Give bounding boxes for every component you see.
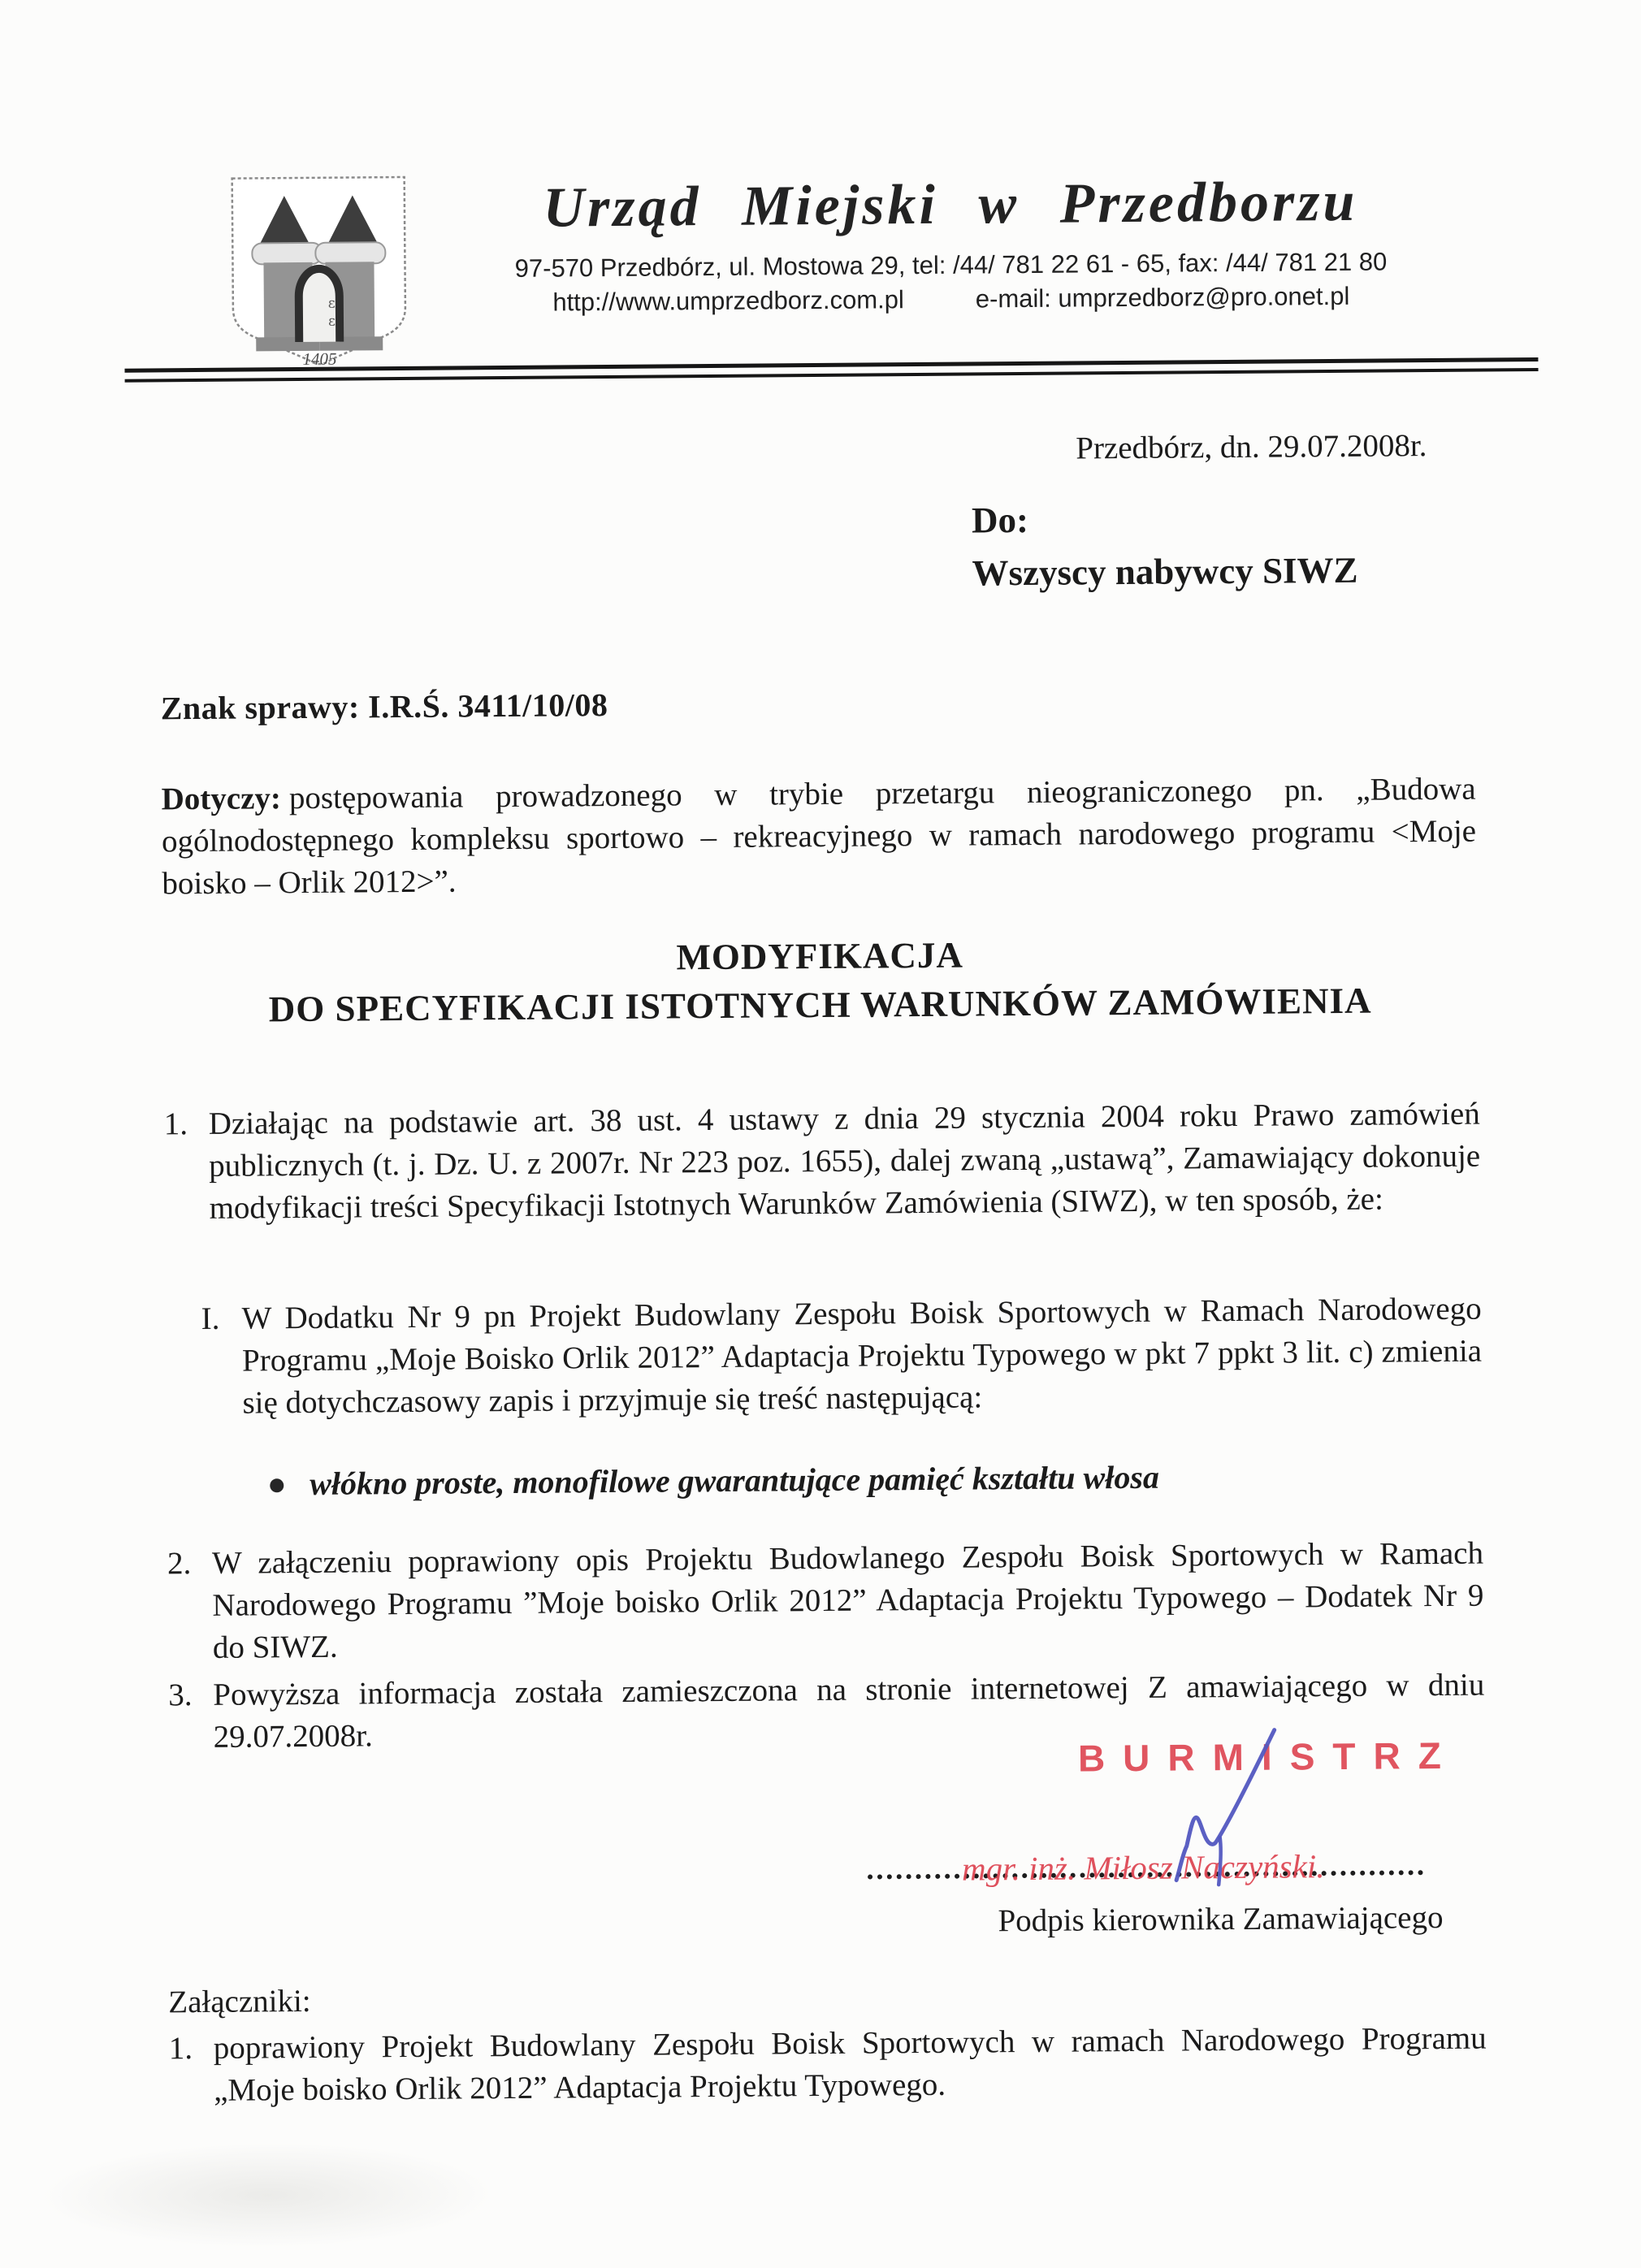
subject-label: Dotyczy: [161, 781, 282, 817]
signature-caption: Podpis kierownika Zamawiającego [998, 1900, 1444, 1939]
case-number: Znak sprawy: I.R.Ś. 3411/10/08 [160, 686, 608, 727]
bullet-line [270, 1458, 1159, 1504]
attachments-label: Załączniki: [168, 1983, 311, 2020]
crest-year: 1405 [302, 348, 337, 369]
body-item-1 [164, 1093, 1481, 1230]
signature-line [868, 1839, 1423, 1888]
office-email: e-mail: umprzedborz@pro.onet.pl [975, 281, 1350, 314]
attachment-item-1 [169, 2018, 1487, 2112]
body-subitem-I-text: W Dodatku Nr 9 pn Projekt Budowlany Zespołu Boisk Sportowych w Ramach Narodowego Programu „Moje Boisko Orlik 2012” Adaptacja Projektu Typowego w pkt 7 ppkt 3 lit. c) zmienia się dotychczasowy zapis i przyjmuje się treść następującą: [241, 1291, 1483, 1421]
recipient-value: Wszyscy nabywcy SIWZ [972, 550, 1358, 594]
mayor-stamp-title: BURMISTRZ [1077, 1733, 1459, 1780]
place-and-date: Przedbórz, dn. 29.07.2008r. [1076, 428, 1427, 466]
letterhead-text [437, 164, 1466, 374]
office-title: Urząd Miejski w Przedborzu [543, 170, 1358, 240]
letterhead [221, 164, 1466, 375]
document-title [162, 928, 1478, 1035]
subject-text: postępowania prowadzonego w trybie przetargu nieograniczonego pn. „Budowa ogólnodostępnego kompleksu sportowo – rekreacyjnego w ramach narodowego programu <Moje boisko – Orlik 2012>”. [161, 771, 1477, 902]
body-item-1-text: Działając na podstawie art. 38 ust. 4 ustawy z dnia 29 stycznia 2004 roku Prawo zamówień publicznych (t. j. Dz. U. z 2007r. Nr 223 poz. 1655), dalej zwaną „ustawą”, Zamawiający dokonuje modyfikacji treści Specyfikacji Istotnych Warunków Zamówienia (SIWZ), w ten sposób, że: [208, 1096, 1481, 1226]
bullet-dot-icon [270, 1478, 284, 1492]
office-address: 97-570 Przedbórz, ul. Mostowa 29, tel: /44/ 781 22 61 - 65, fax: /44/ 781 21 80 [514, 247, 1388, 283]
mayor-stamp-name: mgr. inż. Miłosz Naczyński. [961, 1847, 1325, 1888]
svg-text:ε: ε [327, 295, 336, 312]
handwritten-signature [1166, 1725, 1297, 1896]
scan-smudge [40, 2140, 496, 2249]
attachment-item-1-text: poprawiony Projekt Budowlany Zespołu Boisk Sportowych w ramach Narodowego Programu „Moje boisko Orlik 2012” Adaptacja Projektu Typowego. [213, 2020, 1487, 2108]
svg-text:ε: ε [327, 313, 336, 330]
office-contacts [438, 281, 1465, 318]
bullet-text: włókno proste, monofilowe gwarantujące pamięć kształtu włosa [310, 1458, 1160, 1502]
body-subitem-I [201, 1288, 1482, 1425]
subject-paragraph [161, 768, 1476, 905]
recipient-label: Do: [971, 499, 1029, 541]
recipient-block [972, 491, 1358, 600]
document-title-line2: DO SPECYFIKACJI ISTOTNYCH WARUNKÓW ZAMÓWIENIA [268, 980, 1372, 1030]
office-website: http://www.umprzedborz.com.pl [552, 285, 904, 317]
attachment-item-1-number: 1. [168, 2031, 193, 2067]
city-crest-icon [221, 172, 418, 375]
body-item-3-number: 3. [168, 1677, 193, 1713]
body-item-3-text: Powyższa informacja została zamieszczona na stronie internetowej Z amawiającego w dniu 29.07.2008r. [213, 1667, 1485, 1755]
body-item-2-text: W załączeniu poprawiony opis Projektu Budowlanego Zespołu Boisk Sportowych w Ramach Narodowego Programu ”Moje boisko Orlik 2012” Adaptacja Projektu Typowego – Dodatek Nr 9 do SIWZ. [211, 1535, 1484, 1665]
document-title-line1: MODYFIKACJA [676, 934, 964, 978]
body-item-2 [167, 1533, 1484, 1669]
body-subitem-I-number: I. [201, 1301, 220, 1336]
body-item-1-number: 1. [163, 1106, 188, 1142]
body-item-2-number: 2. [167, 1546, 192, 1582]
